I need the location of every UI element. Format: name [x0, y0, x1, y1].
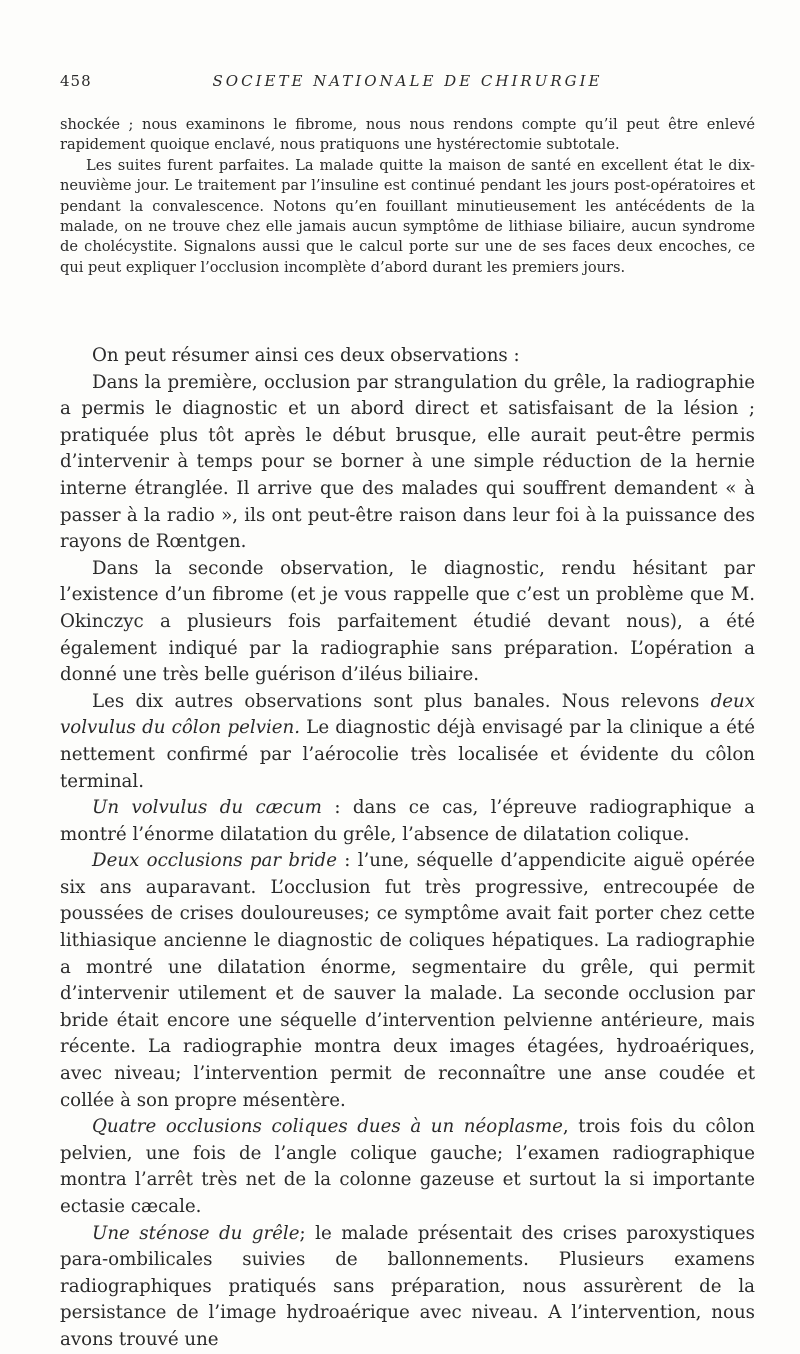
italic-phrase: Deux occlusions par bride	[92, 850, 337, 872]
italic-phrase: Un volvulus du cæcum	[92, 797, 322, 819]
paragraph	[60, 795, 755, 848]
paragraph-text: , trois fois du côlon pelvien, une fois de l’angle colique gauche; l’examen radiographique montra l’arrêt très net de la colonne gazeuse et surtout la si importante ectasie cæcale.	[60, 1116, 755, 1217]
page-number: 458	[60, 72, 92, 90]
paragraph: Dans la première, occlusion par strangulation du grêle, la radiographie a permis le diagnostic et un abord direct et satisfaisant de la lésion ; pratiquée plus tôt après le début brusque, elle aurait peut-être permis d’intervenir à temps pour se borner à une simple réduction de la hernie interne étranglée. Il arrive que des malades qui souffrent demandent « à passer à la radio », ils ont peut-être raison dans leur foi à la puissance des rayons de Rœntgen.	[60, 371, 755, 553]
paragraph: shockée ; nous examinons le fibrome, nous nous rendons compte qu’il peut être enlevé rapidement quoique enclavé, nous pratiquons une hystérectomie subtotale.	[60, 116, 755, 154]
paragraph-text: ; le malade présentait des crises paroxystiques para-ombilicales suivies de ballonnements. Plusieurs examens radiographiques pratiqués sans préparation, nous assurèrent de la persistance de l’image hydroaérique avec niveau. A l’intervention, nous avons trouvé une	[60, 1222, 755, 1350]
paragraph-text: : dans ce cas, l’épreuve radiographique a montré l’énorme dilatation du grêle, l’absence de dilatation colique.	[60, 797, 755, 845]
italic-phrase: deux volvulus du côlon pelvien.	[60, 690, 755, 739]
running-title: SOCIETE NATIONALE DE CHIRURGIE	[212, 72, 603, 90]
paragraph: On peut résumer ainsi ces deux observations :	[92, 345, 520, 366]
continued-text-block	[60, 115, 755, 278]
paragraph	[60, 1221, 755, 1354]
summary-text-block	[60, 343, 755, 1354]
paragraph	[60, 1114, 755, 1220]
paragraph	[60, 848, 755, 1114]
italic-phrase: Quatre occlusions coliques dues à un néoplasme	[92, 1116, 563, 1138]
italic-phrase: Une sténose du grêle	[92, 1222, 300, 1244]
paragraph-text: Les dix autres observations sont plus banales. Nous relevons	[92, 690, 711, 712]
paragraph-text: : l’une, séquelle d’appendicite aiguë opérée six ans auparavant. L’occlusion fut très progressive, entrecoupée de poussées de crises douloureuses; ce symptôme avait fait porter chez cette lithiasique ancienne le diagnostic de coliques hépatiques. La radiographie a montré une dilatation énorme, segmentaire du grêle, qui permit d’intervenir utilement et de sauver la malade. La seconde occlusion par bride était encore une séquelle d’intervention pelvienne antérieure, mais récente. La radiographie montra deux images étagées, hydroaériques, avec niveau; l’intervention permit de reconnaître une anse coudée et collée à son propre mésentère.	[60, 850, 756, 1111]
paragraph: Dans la seconde observation, le diagnostic, rendu hésitant par l’existence d’un fibrome (et je vous rappelle que c’est un problème que M. Okinczyc a plusieurs fois parfaitement étudié devant nous), a été également indiqué par la radiographie sans préparation. L’opération a donné une très belle guérison d’iléus biliaire.	[60, 557, 755, 686]
paragraph	[60, 689, 755, 795]
paragraph: Les suites furent parfaites. La malade quitte la maison de santé en excellent état le dix-neuvième jour. Le traitement par l’insuline est continué pendant les jours post-opératoires et pendant la convalescence. Notons qu’en fouillant minutieusement les antécédents de la malade, on ne trouve chez elle jamais aucun symptôme de lithiase biliaire, aucun syndrome de cholécystite. Signalons aussi que le calcul porte sur une de ses faces deux encoches, ce qui peut expliquer l’occlusion incomplète d’abord durant les premiers jours.	[60, 156, 755, 276]
paragraph-text: Le diagnostic déjà envisagé par la clinique a été nettement confirmé par l’aérocolie très localisée et évidente du côlon terminal.	[60, 717, 755, 792]
